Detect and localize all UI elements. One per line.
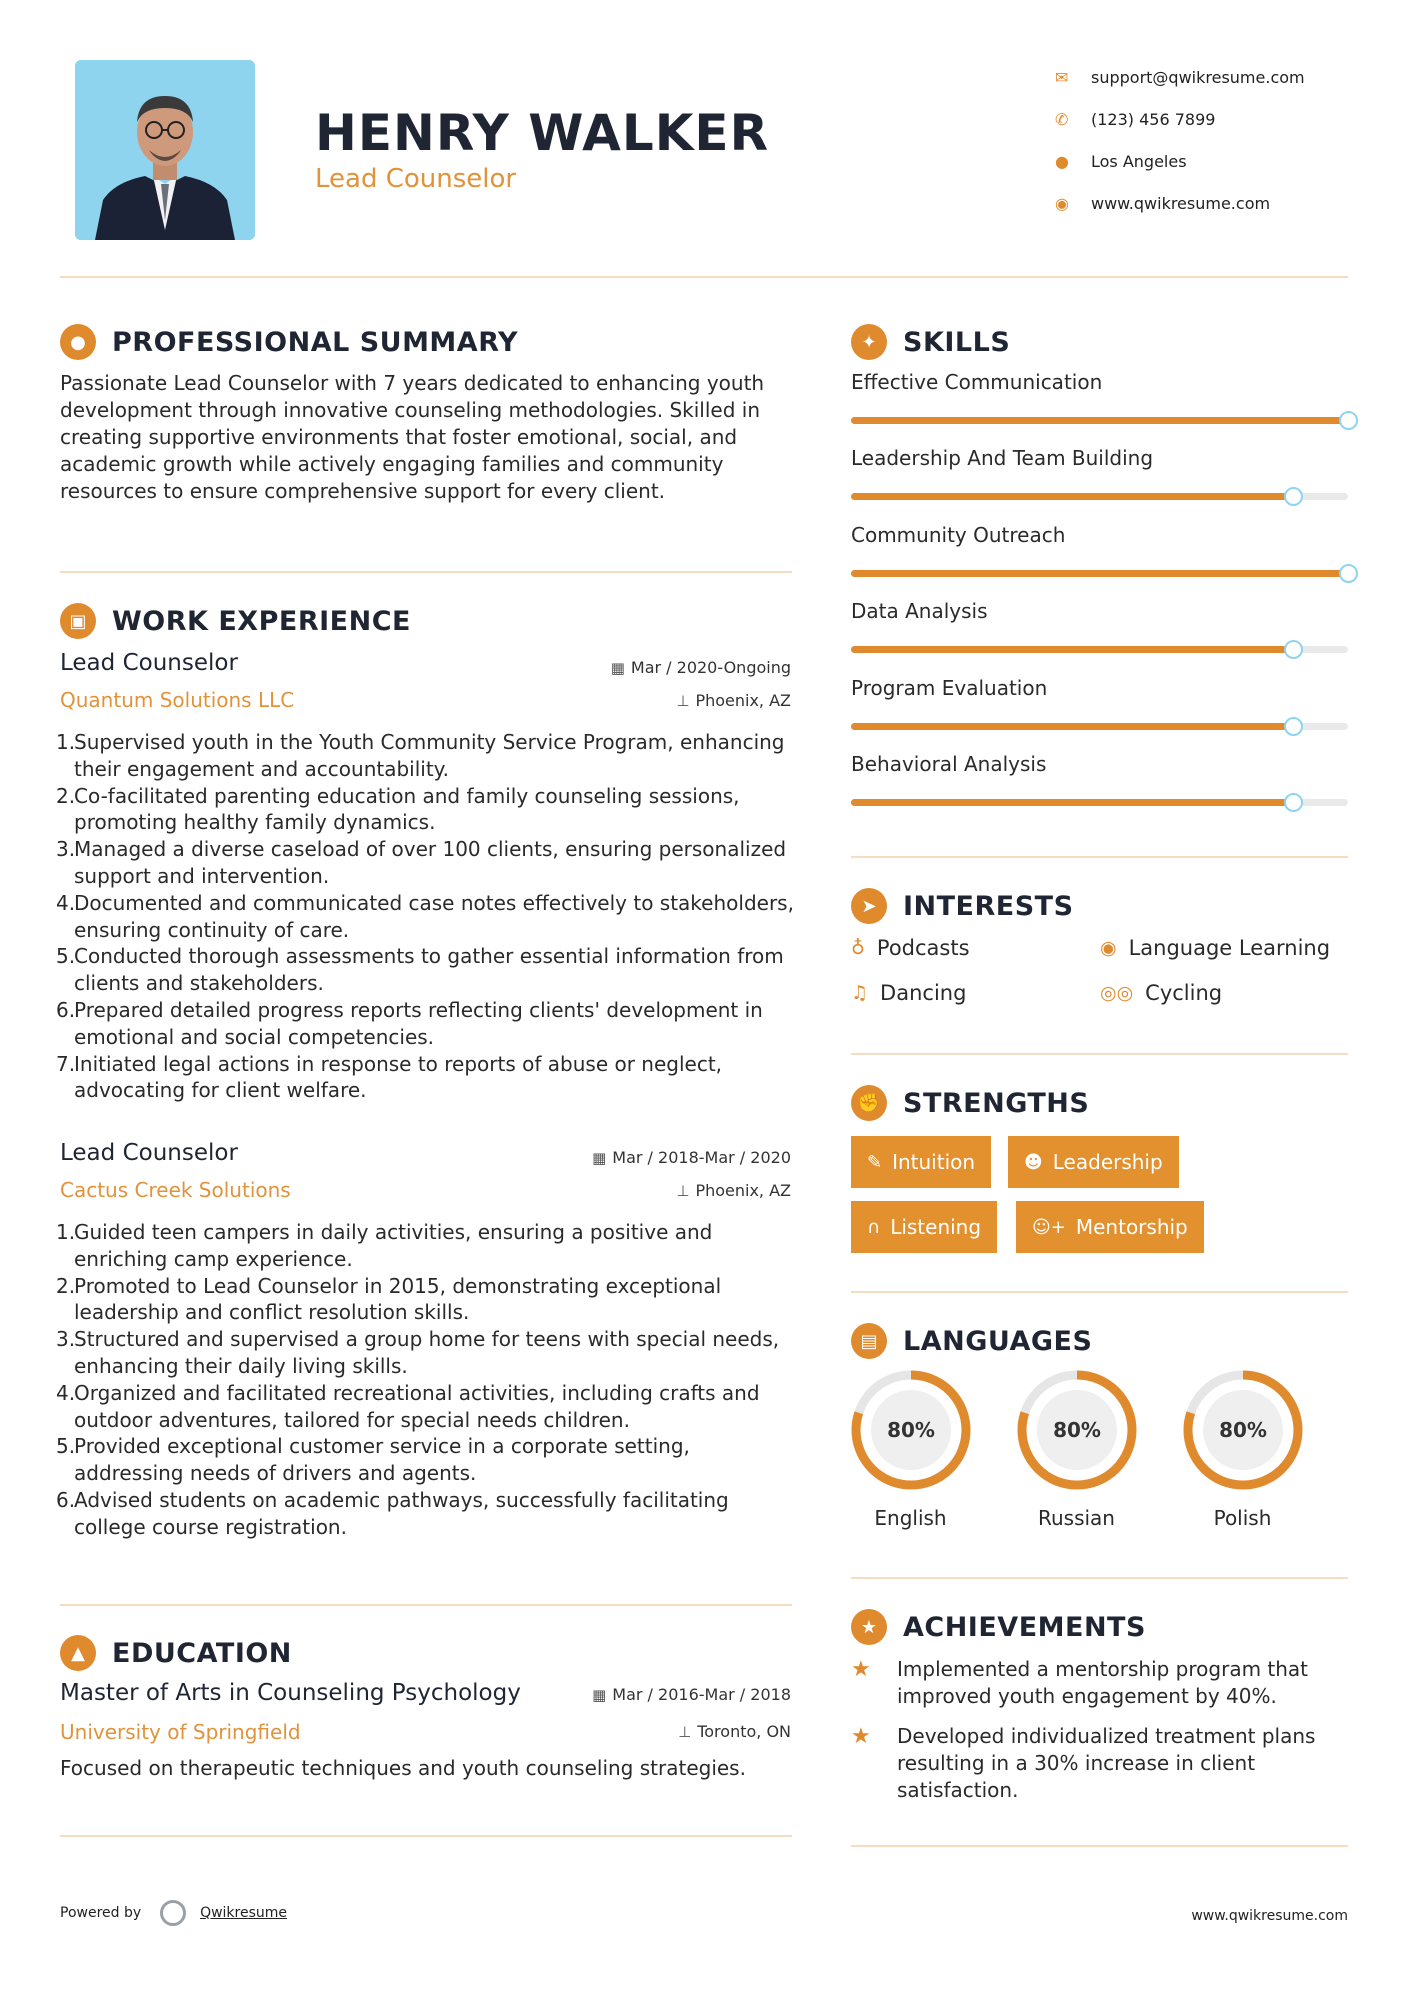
- candidate-name: HENRY WALKER: [315, 104, 770, 162]
- job-1-duties: [56, 729, 796, 1104]
- skill-bar-fill: [851, 493, 1293, 500]
- job-1-company: Quantum Solutions LLC: [60, 688, 295, 712]
- job-1-dates-text: Mar / 2020-Ongoing: [630, 658, 791, 677]
- education-dates-text: Mar / 2016-Mar / 2018: [612, 1685, 791, 1704]
- summary-text: Passionate Lead Counselor with 7 years dedicated to enhancing youth development through innovative counseling methodologies. Skilled in creating supportive environments that foster emotional, social, and academic growth while actively engaging families and community resources to ensure comprehensive support for every client.: [60, 371, 765, 503]
- achievement-text: Developed individualized treatment plans resulting in a 30% increase in client satisfaction.: [897, 1724, 1316, 1802]
- lightbulb-icon: ✦: [851, 324, 887, 360]
- skill-bar-knob: [1284, 717, 1303, 736]
- paper-plane-icon: ➤: [851, 888, 887, 924]
- list-item: 3. Managed a diverse caseload of over 100 clients, ensuring personalized support and intervention.: [56, 837, 787, 888]
- interests-divider: [851, 1053, 1348, 1055]
- skill-bar-fill: [851, 646, 1293, 653]
- language-name: Polish: [1213, 1506, 1272, 1530]
- experience-heading: [60, 603, 411, 639]
- job-2-dates: [592, 1148, 791, 1167]
- language-item: [1014, 1368, 1139, 1530]
- skill-bar: [851, 493, 1348, 500]
- job-1-location: [676, 691, 791, 710]
- education-description: Focused on therapeutic techniques and youth counseling strategies.: [60, 1756, 746, 1780]
- user-icon: ●: [60, 324, 96, 360]
- experience-divider: [60, 1604, 792, 1606]
- pushpin-icon: ⊥: [676, 692, 690, 710]
- pushpin-icon: ⊥: [678, 1723, 692, 1741]
- skill-bar: [851, 723, 1348, 730]
- education-divider: [60, 1835, 792, 1837]
- achievements-divider: [851, 1845, 1348, 1847]
- map-pin-icon: ●: [1055, 151, 1069, 171]
- briefcase-icon: ▣: [60, 603, 96, 639]
- envelope-icon: ✉: [1055, 67, 1069, 87]
- user-plus-icon: ☺+: [1032, 1216, 1066, 1238]
- skills-title: SKILLS: [903, 326, 1011, 358]
- language-ring: [1181, 1368, 1305, 1492]
- qwikresume-logo-icon: [160, 1900, 186, 1926]
- interests-title: INTERESTS: [903, 890, 1074, 922]
- skill-label: Community Outreach: [851, 522, 1066, 547]
- job-2-location-text: Phoenix, AZ: [695, 1181, 791, 1200]
- skill-label: Program Evaluation: [851, 675, 1048, 700]
- bicycle-icon: ◎◎: [1100, 982, 1134, 1004]
- education-location-text: Toronto, ON: [697, 1722, 791, 1741]
- contact-email[interactable]: [1055, 56, 1305, 98]
- contact-location-text: Los Angeles: [1091, 151, 1187, 171]
- languages-heading: [851, 1323, 1092, 1359]
- skill-label: Effective Communication: [851, 370, 1103, 394]
- skill-bar: [851, 799, 1348, 806]
- experience-title: WORK EXPERIENCE: [112, 605, 411, 637]
- footer-website[interactable]: www.qwikresume.com: [1191, 1908, 1348, 1924]
- list-item: 1. Supervised youth in the Youth Community Service Program, enhancing their engagement and accountability.: [56, 730, 785, 781]
- language-percent: 80%: [1218, 1418, 1267, 1442]
- language-ring: [849, 1368, 973, 1492]
- list-item: 5. Provided exceptional customer service in a corporate setting, addressing needs of drivers and agents.: [56, 1434, 690, 1486]
- job-1-location-text: Phoenix, AZ: [695, 691, 791, 710]
- skill-label: Data Analysis: [851, 599, 988, 624]
- strength-badge-leadership: ☻ Leadership: [1008, 1136, 1179, 1188]
- education-heading: [60, 1635, 292, 1671]
- contact-website-text: www.qwikresume.com: [1091, 193, 1271, 213]
- contact-phone-text: (123) 456 7899: [1091, 109, 1216, 129]
- education-title: EDUCATION: [112, 1637, 292, 1669]
- skill-bar: [851, 570, 1348, 577]
- powered-by-text: Powered by: [60, 1905, 142, 1921]
- interest-language-learning: ◉ Language Learning: [1100, 936, 1331, 960]
- job-1-title: Lead Counselor: [60, 650, 238, 676]
- contact-email-text: support@qwikresume.com: [1091, 67, 1305, 87]
- skill-bar-knob: [1284, 487, 1303, 506]
- job-2-duties: [56, 1219, 796, 1541]
- summary-divider: [60, 571, 792, 573]
- skill-bar-fill: [851, 799, 1293, 806]
- interest-dancing: ♫ Dancing: [851, 981, 967, 1005]
- calendar-icon: ▦: [592, 1149, 607, 1167]
- strengths-title: STRENGTHS: [903, 1087, 1090, 1119]
- summary-title: PROFESSIONAL SUMMARY: [112, 326, 519, 358]
- achievements-title: ACHIEVEMENTS: [903, 1611, 1146, 1643]
- job-2-title: Lead Counselor: [60, 1140, 238, 1166]
- education-degree: Master of Arts in Counseling Psychology: [60, 1680, 521, 1706]
- achievement-text: Implemented a mentorship program that improved youth engagement by 40%.: [897, 1657, 1309, 1708]
- contact-location: [1055, 140, 1305, 182]
- skill-bar-fill: [851, 570, 1348, 577]
- headphones-icon: ∩: [867, 1216, 881, 1238]
- microphone-icon: ♁: [851, 937, 865, 959]
- skills-heading: [851, 324, 1010, 360]
- fist-icon: ✊: [851, 1085, 887, 1121]
- star-icon: ★: [851, 1657, 871, 1682]
- strength-badge-mentorship: ☺+ Mentorship: [1016, 1201, 1204, 1253]
- header-divider: [60, 276, 1348, 278]
- profile-photo: [75, 60, 255, 240]
- achievement-item: [851, 1723, 1348, 1804]
- list-item: 4. Organized and facilitated recreational activities, including crafts and outdoor adventures, tailored for special needs children.: [56, 1380, 760, 1432]
- qwikresume-link[interactable]: Qwikresume: [200, 1905, 288, 1921]
- globe-icon: ◉: [1100, 937, 1117, 959]
- footer-powered-by: [60, 1900, 287, 1926]
- skill-bar-fill: [851, 417, 1348, 424]
- star-icon: ★: [851, 1724, 871, 1749]
- calendar-icon: ▦: [610, 659, 625, 677]
- language-item: [1180, 1368, 1305, 1530]
- languages-title: LANGUAGES: [903, 1325, 1093, 1357]
- list-item: 3. Structured and supervised a group home for teens with special needs, enhancing their daily living skills.: [56, 1327, 780, 1378]
- skill-bar-knob: [1284, 640, 1303, 659]
- language-item: [848, 1368, 973, 1530]
- list-item: 6. Prepared detailed progress reports reflecting clients' development in emotional and social competencies.: [56, 997, 763, 1049]
- summary-heading: [60, 324, 518, 360]
- language-name: Russian: [1037, 1506, 1115, 1530]
- job-2-company: Cactus Creek Solutions: [60, 1178, 291, 1202]
- strengths-divider: [851, 1291, 1348, 1293]
- skill-label: Leadership And Team Building: [851, 446, 1154, 471]
- contact-list: [1055, 56, 1305, 224]
- language-name: English: [874, 1506, 947, 1530]
- list-item: 2. Co-facilitated parenting education and family counseling sessions, promoting healthy family dynamics.: [56, 783, 740, 835]
- strength-badge-intuition: ✎ Intuition: [851, 1136, 991, 1188]
- list-item: 2. Promoted to Lead Counselor in 2015, demonstrating exceptional leadership and conflict resolution skills.: [56, 1273, 722, 1325]
- achievement-item: [851, 1656, 1348, 1710]
- list-item: 5. Conducted thorough assessments to gather essential information from clients and stakeholders.: [56, 944, 784, 996]
- education-location: [678, 1722, 791, 1741]
- magic-wand-icon: ✎: [867, 1151, 883, 1173]
- language-ring: [1015, 1368, 1139, 1492]
- users-icon: ☻: [1024, 1151, 1043, 1173]
- list-item: 1. Guided teen campers in daily activities, ensuring a positive and enriching camp experience.: [56, 1220, 713, 1271]
- candidate-role: Lead Counselor: [315, 164, 517, 194]
- education-dates: [592, 1685, 791, 1704]
- job-2-location: [676, 1181, 791, 1200]
- strength-badge-listening: ∩ Listening: [851, 1201, 997, 1253]
- star-badge-icon: ★: [851, 1609, 887, 1645]
- globe-icon: ◉: [1055, 193, 1069, 213]
- job-1-dates: [611, 658, 791, 677]
- languages-divider: [851, 1577, 1348, 1579]
- phone-icon: ✆: [1055, 109, 1069, 129]
- skill-bar-fill: [851, 723, 1293, 730]
- interests-heading: [851, 888, 1074, 924]
- achievements-heading: [851, 1609, 1146, 1645]
- skill-bar: [851, 417, 1348, 424]
- language-percent: 80%: [1052, 1418, 1101, 1442]
- skill-bar-knob: [1284, 793, 1303, 812]
- skill-bar: [851, 646, 1348, 653]
- list-item: 7. Initiated legal actions in response to reports of abuse or neglect, advocating for client welfare.: [56, 1051, 723, 1103]
- contact-website[interactable]: [1055, 182, 1305, 224]
- list-item: 4. Documented and communicated case notes effectively to stakeholders, ensuring continuity of care.: [56, 890, 794, 942]
- pushpin-icon: ⊥: [676, 1182, 690, 1200]
- language-percent: 80%: [886, 1418, 935, 1442]
- interest-cycling: ◎◎ Cycling: [1100, 981, 1223, 1005]
- education-school: University of Springfield: [60, 1720, 301, 1744]
- interest-podcasts: ♁ Podcasts: [851, 936, 970, 960]
- skill-bar-knob: [1339, 411, 1358, 430]
- contact-phone[interactable]: [1055, 98, 1305, 140]
- strengths-heading: [851, 1085, 1089, 1121]
- skill-bar-knob: [1339, 564, 1358, 583]
- language-card-icon: ▤: [851, 1323, 887, 1359]
- skills-divider: [851, 856, 1348, 858]
- list-item: 6. Advised students on academic pathways, successfully facilitating college course registration.: [56, 1487, 729, 1539]
- calendar-icon: ▦: [592, 1686, 607, 1704]
- graduation-cap-icon: ▲: [60, 1635, 96, 1671]
- job-2-dates-text: Mar / 2018-Mar / 2020: [612, 1148, 791, 1167]
- music-note-icon: ♫: [851, 982, 869, 1004]
- skill-label: Behavioral Analysis: [851, 752, 1047, 776]
